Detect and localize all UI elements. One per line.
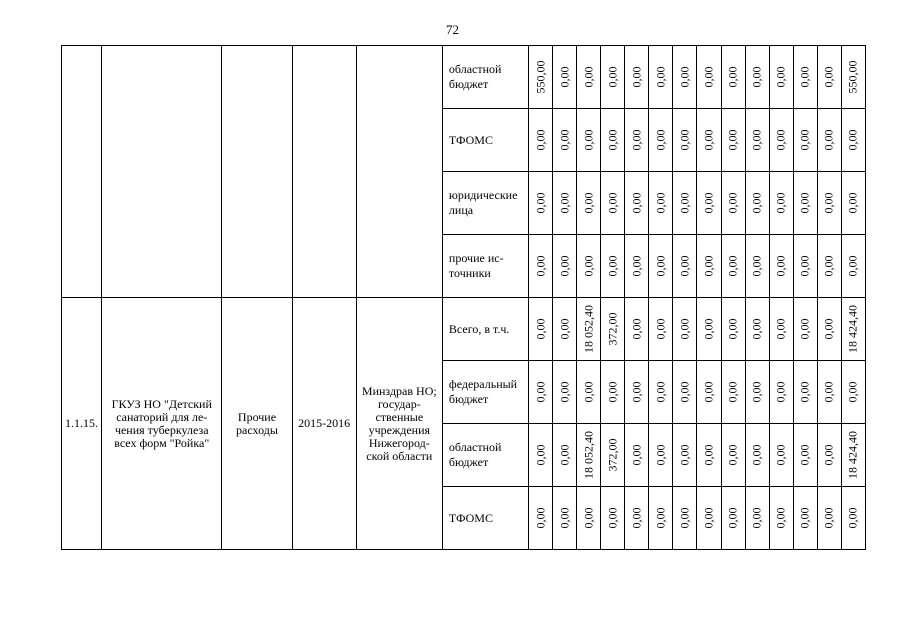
value-text: 0,00 xyxy=(821,129,836,151)
period-cell xyxy=(292,46,356,298)
value-cell xyxy=(577,109,601,172)
value-text: 0,00 xyxy=(725,507,740,529)
value-cell xyxy=(649,235,673,298)
value-cell xyxy=(625,361,649,424)
value-cell xyxy=(649,361,673,424)
value-cell xyxy=(769,109,793,172)
value-text: 0,00 xyxy=(677,507,692,529)
value-text: 0,00 xyxy=(821,255,836,277)
value-cell xyxy=(721,46,745,109)
value-text: 0,00 xyxy=(629,192,644,214)
value-cell xyxy=(553,298,577,361)
value-text: 0,00 xyxy=(725,444,740,466)
value-cell xyxy=(577,235,601,298)
value-cell xyxy=(697,487,721,550)
value-cell xyxy=(769,424,793,487)
value-text: 0,00 xyxy=(629,318,644,340)
value-text: 0,00 xyxy=(773,507,788,529)
value-text: 0,00 xyxy=(653,66,668,88)
value-text: 0,00 xyxy=(725,129,740,151)
value-text: 0,00 xyxy=(701,192,716,214)
value-cell xyxy=(529,172,553,235)
value-cell xyxy=(697,424,721,487)
value-text: 0,00 xyxy=(749,66,764,88)
value-text: 0,00 xyxy=(533,318,548,340)
value-cell xyxy=(625,487,649,550)
value-text: 0,00 xyxy=(581,381,596,403)
value-text: 0,00 xyxy=(629,507,644,529)
value-cell xyxy=(697,109,721,172)
value-text: 0,00 xyxy=(629,255,644,277)
value-text: 0,00 xyxy=(821,444,836,466)
table-row xyxy=(62,298,866,361)
value-cell xyxy=(793,235,817,298)
value-cell xyxy=(673,109,697,172)
value-text: 0,00 xyxy=(581,192,596,214)
value-cell xyxy=(577,172,601,235)
value-text: 0,00 xyxy=(557,255,572,277)
value-cell xyxy=(745,361,769,424)
value-text: 0,00 xyxy=(677,255,692,277)
value-cell xyxy=(673,487,697,550)
value-cell xyxy=(841,109,865,172)
value-text: 0,00 xyxy=(797,318,812,340)
value-cell xyxy=(697,172,721,235)
value-cell xyxy=(649,46,673,109)
value-text: 0,00 xyxy=(797,381,812,403)
value-cell xyxy=(649,487,673,550)
value-text: 0,00 xyxy=(725,381,740,403)
value-cell xyxy=(769,172,793,235)
funding-source-cell: прочие ис-точники xyxy=(442,235,528,298)
value-text: 0,00 xyxy=(725,255,740,277)
value-text: 18 052,40 xyxy=(581,305,596,353)
funding-source-cell: областной бюджет xyxy=(442,46,528,109)
value-cell xyxy=(793,172,817,235)
value-cell xyxy=(529,298,553,361)
expense-type-cell: Прочие расходы xyxy=(222,298,292,550)
table-body xyxy=(62,46,866,550)
value-text: 18 052,40 xyxy=(581,431,596,479)
value-cell xyxy=(553,109,577,172)
executor-cell: Минздрав НО; государ-ственные учреждения Нижегород-ской области xyxy=(356,298,442,550)
value-cell xyxy=(673,172,697,235)
value-cell xyxy=(697,298,721,361)
value-cell xyxy=(793,487,817,550)
value-text: 0,00 xyxy=(845,507,860,529)
value-cell xyxy=(529,46,553,109)
value-cell xyxy=(625,424,649,487)
value-cell xyxy=(817,109,841,172)
value-text: 0,00 xyxy=(557,66,572,88)
value-text: 0,00 xyxy=(797,507,812,529)
value-cell xyxy=(529,487,553,550)
value-text: 0,00 xyxy=(797,66,812,88)
item-number-cell xyxy=(62,46,102,298)
value-text: 0,00 xyxy=(605,66,620,88)
period-cell: 2015-2016 xyxy=(292,298,356,550)
value-text: 0,00 xyxy=(773,381,788,403)
value-text: 0,00 xyxy=(653,129,668,151)
value-cell xyxy=(553,487,577,550)
value-cell xyxy=(817,298,841,361)
value-cell xyxy=(793,46,817,109)
item-name-cell: ГКУЗ НО "Детский санаторий для ле-чения туберкулеза всех форм "Ройка" xyxy=(102,298,222,550)
value-cell xyxy=(601,172,625,235)
value-cell xyxy=(793,109,817,172)
value-cell xyxy=(721,298,745,361)
value-text: 0,00 xyxy=(557,129,572,151)
value-text: 0,00 xyxy=(557,192,572,214)
value-text: 0,00 xyxy=(557,381,572,403)
funding-source-cell: федеральный бюджет xyxy=(442,361,528,424)
value-text: 0,00 xyxy=(821,507,836,529)
value-text: 0,00 xyxy=(653,255,668,277)
value-cell xyxy=(553,361,577,424)
value-text: 0,00 xyxy=(653,192,668,214)
value-text: 0,00 xyxy=(701,318,716,340)
value-text: 0,00 xyxy=(533,507,548,529)
value-cell xyxy=(625,46,649,109)
value-cell xyxy=(649,424,673,487)
value-text: 0,00 xyxy=(581,129,596,151)
value-cell xyxy=(817,361,841,424)
value-cell xyxy=(553,235,577,298)
item-number-cell: 1.1.15. xyxy=(62,298,102,550)
value-text: 0,00 xyxy=(797,255,812,277)
value-text: 0,00 xyxy=(629,381,644,403)
value-text: 0,00 xyxy=(605,192,620,214)
value-cell xyxy=(769,361,793,424)
value-text: 0,00 xyxy=(677,318,692,340)
value-cell xyxy=(601,46,625,109)
value-text: 0,00 xyxy=(557,444,572,466)
value-text: 0,00 xyxy=(581,66,596,88)
value-cell xyxy=(841,46,865,109)
value-text: 0,00 xyxy=(605,507,620,529)
value-cell xyxy=(817,46,841,109)
funding-source-cell: Всего, в т.ч. xyxy=(442,298,528,361)
funding-source-cell: юридические лица xyxy=(442,172,528,235)
value-text: 0,00 xyxy=(557,318,572,340)
item-name-cell xyxy=(102,46,222,298)
value-text: 0,00 xyxy=(701,129,716,151)
table-row xyxy=(62,46,866,109)
value-text: 18 424,40 xyxy=(845,305,860,353)
value-cell xyxy=(817,424,841,487)
funding-table xyxy=(61,45,866,550)
value-cell xyxy=(697,361,721,424)
value-text: 0,00 xyxy=(845,192,860,214)
value-cell xyxy=(793,424,817,487)
value-text: 0,00 xyxy=(773,318,788,340)
value-cell xyxy=(577,487,601,550)
value-cell xyxy=(649,172,673,235)
expense-type-cell xyxy=(222,46,292,298)
value-text: 0,00 xyxy=(749,444,764,466)
executor-cell xyxy=(356,46,442,298)
funding-source-cell: ТФОМС xyxy=(442,109,528,172)
value-cell xyxy=(841,235,865,298)
value-text: 0,00 xyxy=(677,381,692,403)
value-cell xyxy=(577,46,601,109)
value-text: 0,00 xyxy=(701,507,716,529)
value-cell xyxy=(793,298,817,361)
value-text: 0,00 xyxy=(605,129,620,151)
value-cell xyxy=(625,109,649,172)
value-text: 0,00 xyxy=(725,318,740,340)
value-cell xyxy=(625,235,649,298)
value-text: 0,00 xyxy=(653,507,668,529)
value-text: 0,00 xyxy=(605,381,620,403)
value-text: 0,00 xyxy=(821,66,836,88)
value-cell xyxy=(745,298,769,361)
value-text: 0,00 xyxy=(725,66,740,88)
value-text: 0,00 xyxy=(749,255,764,277)
value-text: 0,00 xyxy=(653,381,668,403)
value-cell xyxy=(601,361,625,424)
value-text: 0,00 xyxy=(773,255,788,277)
value-text: 0,00 xyxy=(821,381,836,403)
value-text: 0,00 xyxy=(677,66,692,88)
value-cell xyxy=(769,298,793,361)
value-text: 0,00 xyxy=(629,129,644,151)
value-cell xyxy=(721,172,745,235)
value-text: 0,00 xyxy=(845,129,860,151)
value-cell xyxy=(625,298,649,361)
funding-source-cell: ТФОМС xyxy=(442,487,528,550)
value-cell xyxy=(673,424,697,487)
value-text: 0,00 xyxy=(821,192,836,214)
value-text: 0,00 xyxy=(581,255,596,277)
value-cell xyxy=(601,424,625,487)
value-text: 0,00 xyxy=(701,66,716,88)
value-cell xyxy=(817,487,841,550)
value-text: 0,00 xyxy=(533,381,548,403)
value-text: 0,00 xyxy=(533,192,548,214)
value-cell xyxy=(649,109,673,172)
value-cell xyxy=(601,109,625,172)
value-cell xyxy=(577,298,601,361)
value-text: 0,00 xyxy=(773,66,788,88)
value-text: 0,00 xyxy=(677,129,692,151)
value-cell xyxy=(745,109,769,172)
page-number: 72 xyxy=(446,22,459,37)
value-cell xyxy=(553,424,577,487)
value-cell xyxy=(529,109,553,172)
value-text: 18 424,40 xyxy=(845,431,860,479)
value-text: 0,00 xyxy=(605,255,620,277)
value-text: 0,00 xyxy=(653,318,668,340)
value-text: 0,00 xyxy=(701,444,716,466)
value-text: 0,00 xyxy=(557,507,572,529)
value-cell xyxy=(529,235,553,298)
value-cell xyxy=(721,487,745,550)
value-cell xyxy=(553,46,577,109)
value-text: 0,00 xyxy=(629,444,644,466)
value-text: 0,00 xyxy=(581,507,596,529)
value-cell xyxy=(817,235,841,298)
value-text: 372,00 xyxy=(605,438,620,472)
value-text: 0,00 xyxy=(749,318,764,340)
value-cell xyxy=(601,298,625,361)
value-text: 0,00 xyxy=(701,381,716,403)
value-cell xyxy=(721,361,745,424)
value-text: 0,00 xyxy=(749,381,764,403)
value-cell xyxy=(745,235,769,298)
value-cell xyxy=(817,172,841,235)
value-text: 0,00 xyxy=(701,255,716,277)
value-text: 0,00 xyxy=(533,129,548,151)
value-text: 0,00 xyxy=(773,129,788,151)
value-cell xyxy=(529,361,553,424)
value-text: 372,00 xyxy=(605,312,620,346)
value-cell xyxy=(601,487,625,550)
value-cell xyxy=(697,235,721,298)
value-cell xyxy=(769,235,793,298)
value-text: 0,00 xyxy=(773,444,788,466)
value-text: 0,00 xyxy=(653,444,668,466)
value-text: 0,00 xyxy=(533,444,548,466)
value-text: 0,00 xyxy=(677,444,692,466)
value-text: 0,00 xyxy=(797,129,812,151)
value-text: 0,00 xyxy=(629,66,644,88)
value-text: 0,00 xyxy=(797,192,812,214)
value-cell xyxy=(769,46,793,109)
value-cell xyxy=(721,424,745,487)
value-text: 0,00 xyxy=(749,192,764,214)
value-cell xyxy=(769,487,793,550)
value-cell xyxy=(841,172,865,235)
funding-source-cell: областной бюджет xyxy=(442,424,528,487)
value-cell xyxy=(625,172,649,235)
value-cell xyxy=(553,172,577,235)
value-cell xyxy=(649,298,673,361)
value-cell xyxy=(577,424,601,487)
value-cell xyxy=(745,487,769,550)
value-cell xyxy=(841,424,865,487)
value-text: 0,00 xyxy=(845,381,860,403)
value-cell xyxy=(745,46,769,109)
value-text: 0,00 xyxy=(677,192,692,214)
value-cell xyxy=(721,235,745,298)
value-cell xyxy=(673,235,697,298)
value-text: 0,00 xyxy=(845,255,860,277)
value-cell xyxy=(673,46,697,109)
value-cell xyxy=(841,487,865,550)
value-text: 0,00 xyxy=(821,318,836,340)
value-cell xyxy=(673,361,697,424)
value-cell xyxy=(745,172,769,235)
value-text: 0,00 xyxy=(773,192,788,214)
value-cell xyxy=(697,46,721,109)
value-cell xyxy=(577,361,601,424)
value-cell xyxy=(745,424,769,487)
value-text: 0,00 xyxy=(749,129,764,151)
value-cell xyxy=(721,109,745,172)
value-cell xyxy=(793,361,817,424)
value-cell xyxy=(673,298,697,361)
value-text: 0,00 xyxy=(725,192,740,214)
value-text: 0,00 xyxy=(797,444,812,466)
value-cell xyxy=(529,424,553,487)
value-text: 550,00 xyxy=(533,60,548,94)
value-cell xyxy=(601,235,625,298)
value-cell xyxy=(841,298,865,361)
value-cell xyxy=(841,361,865,424)
value-text: 0,00 xyxy=(749,507,764,529)
value-text: 550,00 xyxy=(845,60,860,94)
value-text: 0,00 xyxy=(533,255,548,277)
